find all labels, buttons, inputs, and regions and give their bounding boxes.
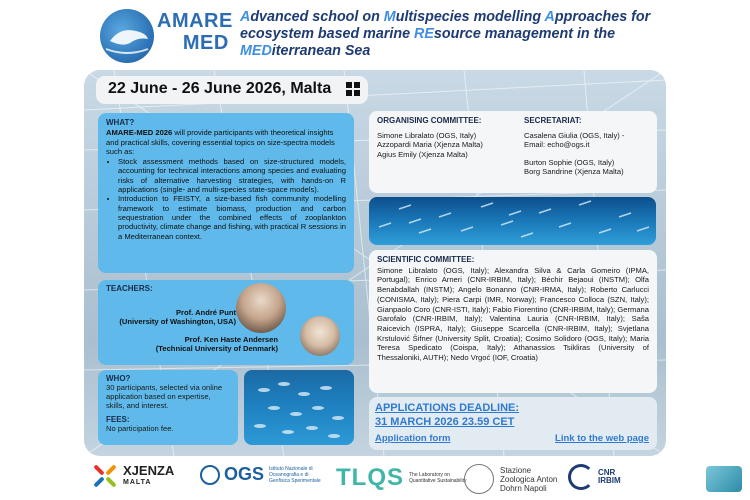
teacher-2 <box>156 335 278 353</box>
tlqs-logo <box>336 464 469 492</box>
title-acronym-letter: MED <box>240 43 272 59</box>
teacher-photo-punt <box>236 283 286 333</box>
title-text: pproaches for ecosystem based marine <box>240 9 651 42</box>
list-item: • Stock assessment methods based on size-structured models, accounting for technical interactions among species and evaluating risks of alternative harvesting strategies, with hands-on R applications (single- and multi-species state-space models). <box>118 157 346 194</box>
title-acronym-letter: A <box>544 9 555 25</box>
xjenza-icon <box>93 464 119 490</box>
ogs-icon <box>200 465 220 485</box>
what-intro <box>106 128 346 156</box>
web-page-link[interactable]: Link to the web page <box>555 433 649 444</box>
what-heading: WHAT? <box>106 118 135 127</box>
applications-section <box>369 397 657 450</box>
fees-heading: FEES: <box>106 415 130 424</box>
scientific-heading: SCIENTIFIC COMMITTEE: <box>377 255 475 264</box>
fees-text: No participation fee. <box>106 424 174 433</box>
event-date: 22 June - 26 June 2026, Malta <box>108 80 332 97</box>
secretariat <box>524 116 654 177</box>
partner-logo-icon <box>706 466 742 492</box>
secretariat-heading: SECRETARIAT: <box>524 116 582 125</box>
secretariat-line: Burton Sophie (OGS, Italy) <box>524 157 615 167</box>
who-text: 30 participants, selected via online application based on expertise, skills, and interest. <box>106 383 223 410</box>
secretariat-line: Casalena Giulia (OGS, Italy) - <box>524 130 625 140</box>
teachers-heading: TEACHERS: <box>106 284 153 293</box>
fish-school-image-left <box>244 370 354 445</box>
list-item: Azzopardi Maria (Xjenza Malta) <box>377 140 483 149</box>
title-text: source management in the <box>433 26 616 42</box>
title-text: iterranean Sea <box>271 43 371 59</box>
fish-school-image-right <box>369 197 656 245</box>
deadline-label: APPLICATIONS DEADLINE: <box>375 402 520 414</box>
teacher-2-name: Prof. Ken Haste Andersen <box>184 335 278 344</box>
header <box>0 0 750 68</box>
title-acronym-letter: M <box>383 9 396 25</box>
amare-med-logo-icon <box>100 9 154 63</box>
szn-name: Stazione Zoologica Anton Dohrn Napoli <box>500 465 558 493</box>
szn-logo <box>464 464 558 494</box>
title-text: dvanced school on <box>250 9 384 25</box>
scientific-members: Simone Libralato (OGS, Italy); Alexandra Silva & Carla Gomeiro (IPMA, Portugal); Enrico Arneri (CNR-IRBIM, Italy); Béchir Bejaoui (INSTM); Olfa Benabdallah (INSTM); Angelo Bonanno (CNR-IRMA, Italy); Roberto Carlucci (CONISMA, Italy); Piera Carpi (IMR, Norway); Francesco Colloca (SZN, Italy); Gianpaolo Coro (CNR-ISTI, Italy); Fabio Fiorentino (CNR-IRBIM, Italy); Germana Garofalo (CNR-IRBIM, Italy); Valentina Lauria (CNR-IRBIM, Italy); Saša Raicevich (ISPRA, Italy); Giuseppe Scarcella (CNR-IRBIM, Italy); Svjetlana Krstulović Šifner (University Split, Croatia); Cosimo Solidoro (OGS, Italy); Maria Teresa Spedicato (Coispa, Italy); Athanassios Tsikliras (University of Thessaloniki, AUTH); Nedo Vrgoć (IOF, Croatia) <box>377 265 649 363</box>
what-intro-text: will provide participants with theoretical insights and practical skills, covering essential topics on size-spectra models such as: <box>106 128 335 156</box>
who-section <box>98 370 238 445</box>
ogs-logo <box>200 464 329 485</box>
footer-logos <box>0 460 750 500</box>
ogs-name: OGS <box>224 464 265 484</box>
what-bullet-list <box>106 157 346 241</box>
cnr-logo <box>568 464 621 490</box>
list-item: • Introduction to FEISTY, a size-based fish community modelling framework to estimate biomass, production and carbon sequestration under the combined effects of zooplankton productivity, climate change and fishing, with practical R sessions in a Mediterranean context. <box>118 194 346 240</box>
who-heading: WHO? <box>106 374 131 383</box>
date-banner <box>96 76 368 104</box>
teacher-1 <box>119 308 236 326</box>
secretariat-line: Borg Sandrine (Xjenza Malta) <box>524 167 624 176</box>
szn-seal-icon <box>464 464 494 494</box>
list-item: Agius Emily (Xjenza Malta) <box>377 149 468 159</box>
cnr-name: CNR <box>598 468 616 477</box>
title-acronym-letter: RE <box>414 26 434 42</box>
partner-logo <box>706 466 742 492</box>
qr-code-icon[interactable] <box>346 82 361 97</box>
application-form-link[interactable]: Application form <box>375 433 451 444</box>
xjenza-sub: MALTA <box>123 479 152 486</box>
cnr-icon <box>568 464 594 490</box>
page-title <box>240 9 660 60</box>
list-item: Simone Libralato (OGS, Italy) <box>377 130 477 140</box>
teacher-2-affiliation: (Technical University of Denmark) <box>155 344 278 353</box>
teacher-photo-andersen <box>300 316 340 356</box>
logo-wordmark <box>157 10 233 54</box>
what-section <box>98 113 354 273</box>
title-acronym-letter: A <box>240 9 251 25</box>
tlqs-subtitle: The Laboratory on Quantitative Sustainability <box>409 472 467 484</box>
ogs-subtitle: Istituto Nazionale di Oceanografia e di Geofisica Sperimentale <box>269 465 321 484</box>
logo-line2: MED <box>182 32 229 54</box>
what-intro-bold: AMARE-MED 2026 <box>106 128 173 138</box>
teacher-1-affiliation: (University of Washington, USA) <box>119 317 236 326</box>
organising-section <box>369 111 657 193</box>
secretariat-email[interactable]: Email: echo@ogs.it <box>524 140 590 149</box>
organising-heading: ORGANISING COMMITTEE: <box>377 116 482 125</box>
logo-line1: AMARE <box>157 10 233 32</box>
xjenza-name: XJENZA <box>123 463 175 478</box>
teacher-1-name: Prof. André Punt <box>175 308 236 317</box>
xjenza-logo <box>93 464 174 490</box>
cnr-subtitle: IRBIM <box>598 476 621 485</box>
tlqs-name: TLQS <box>336 464 404 491</box>
organising-committee <box>377 116 512 159</box>
scientific-committee-section <box>369 250 657 393</box>
teachers-section <box>98 280 354 365</box>
title-text: ultispecies modelling <box>395 9 545 25</box>
deadline-date: 31 MARCH 2026 23.59 CET <box>375 416 515 428</box>
